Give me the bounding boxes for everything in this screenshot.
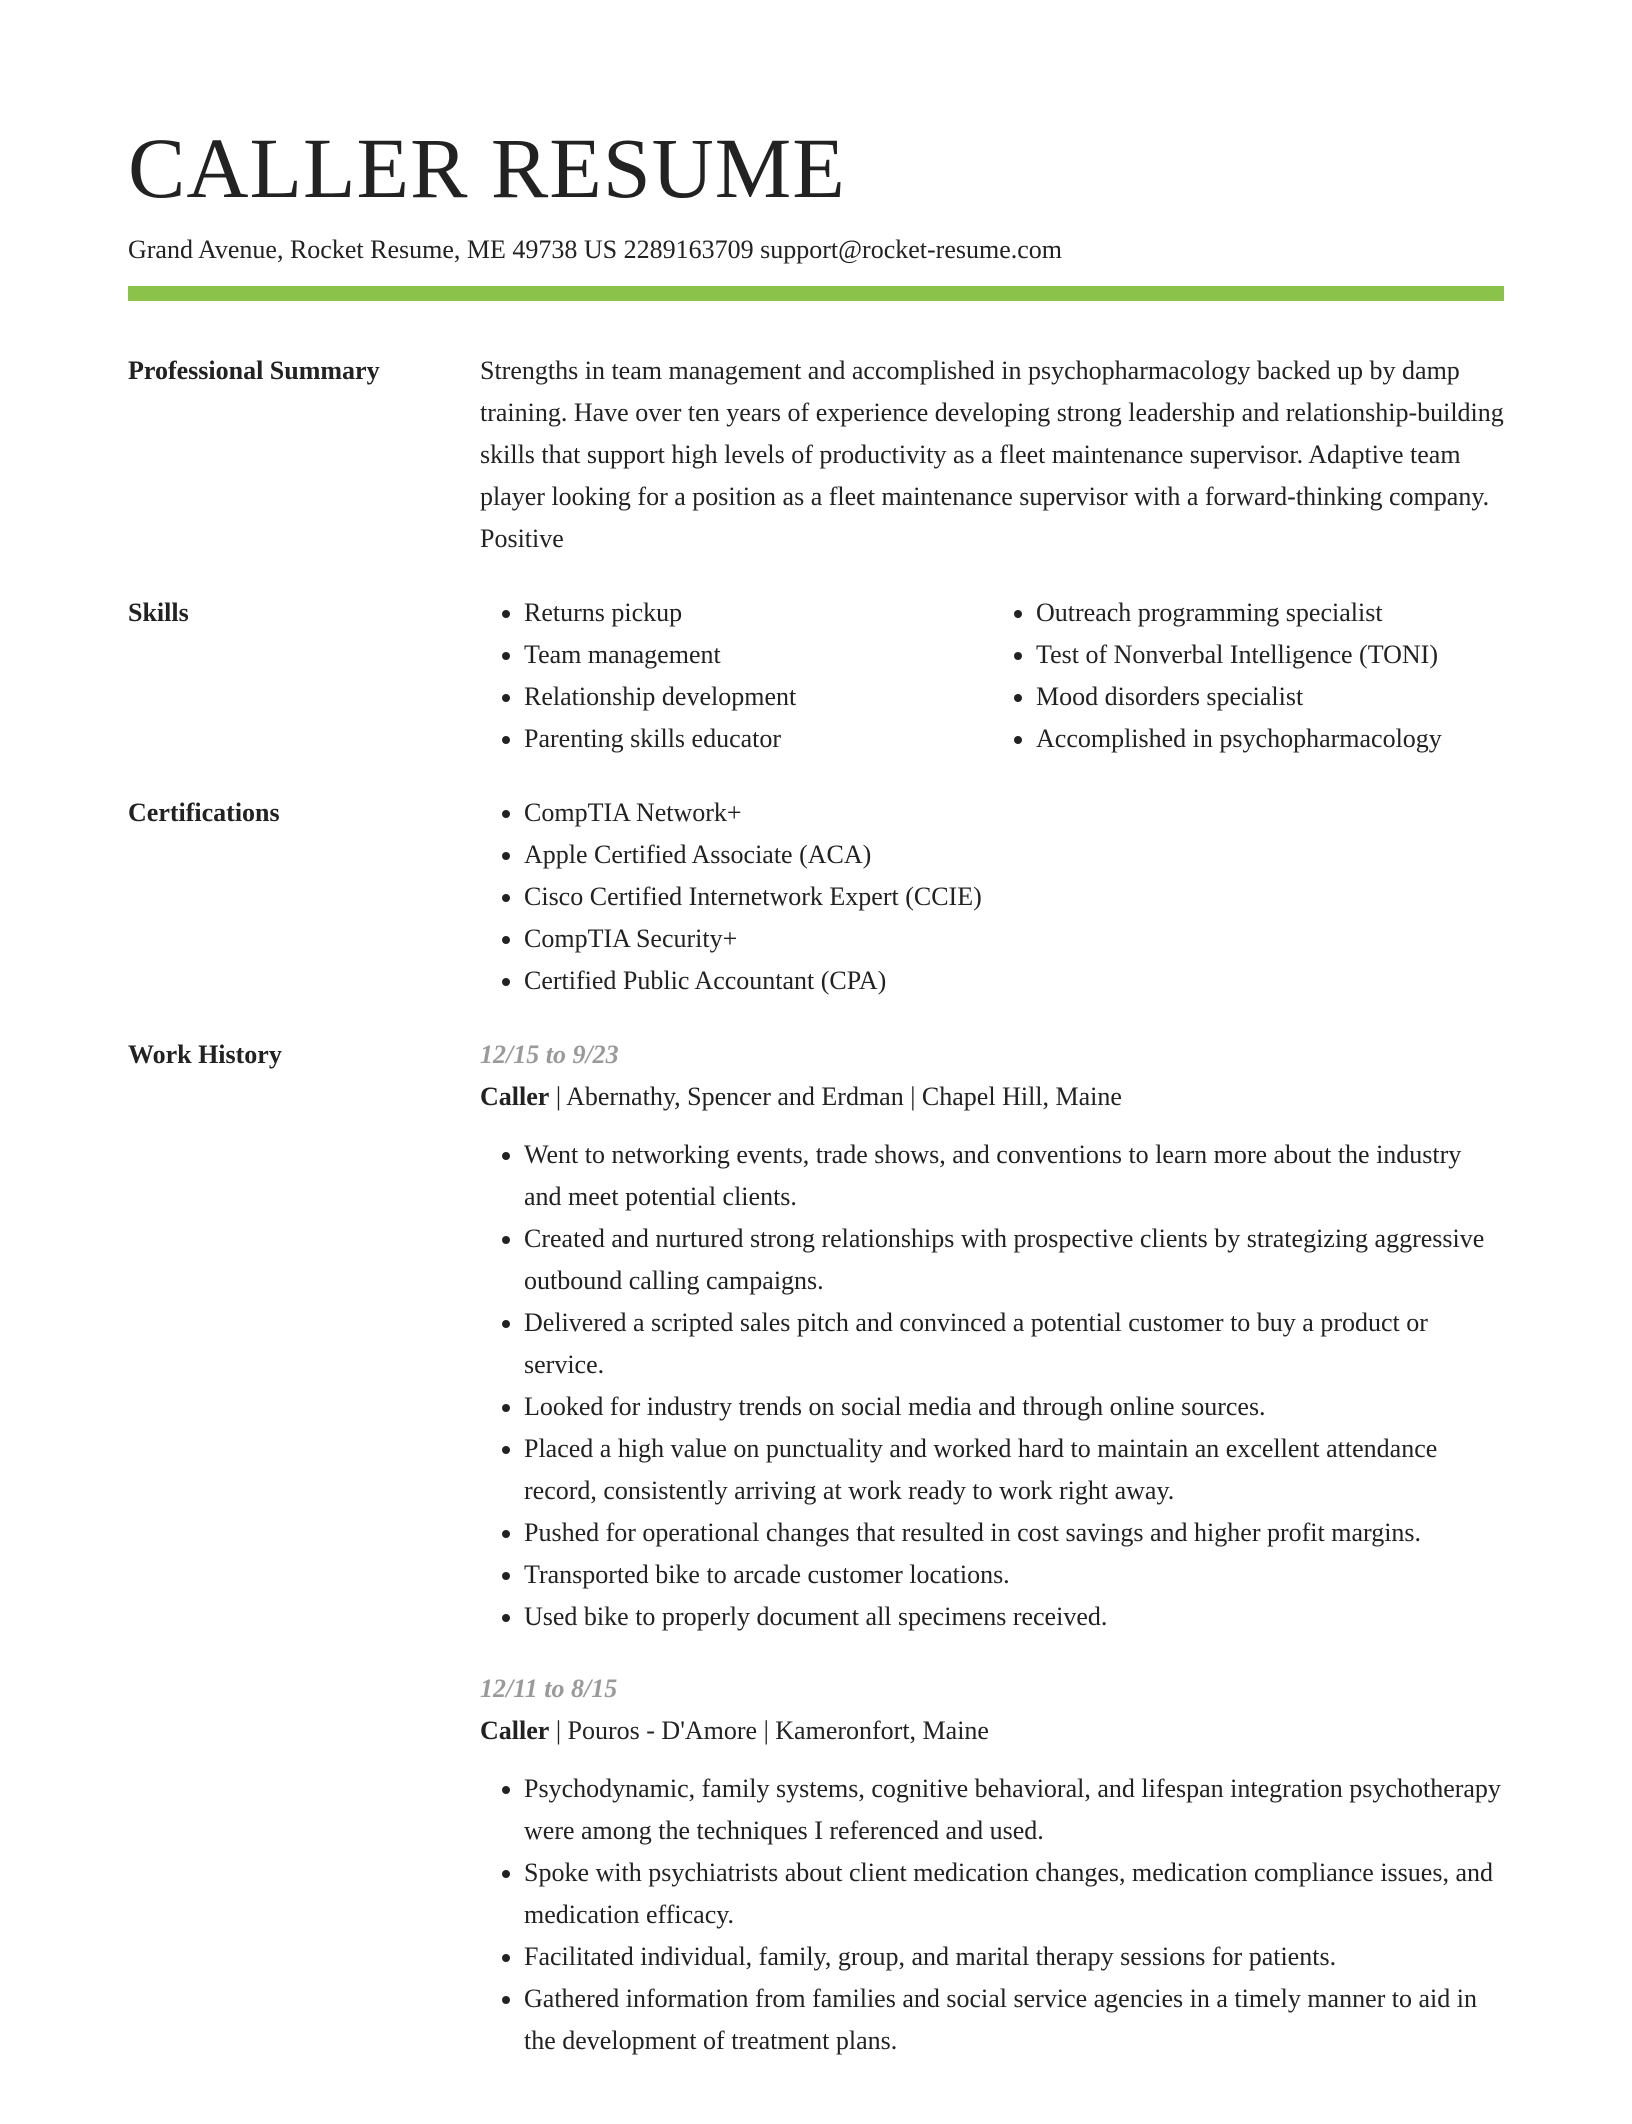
job-bullet: • Spoke with psychiatrists about client medication changes, medication compliance issues, and medication efficacy. <box>524 1852 1504 1936</box>
certification-item: • Cisco Certified Internetwork Expert (CCIE) <box>524 876 1504 918</box>
skills-columns <box>480 592 1504 760</box>
resume-title: CALLER RESUME <box>128 120 846 216</box>
job-bullet: • Delivered a scripted sales pitch and convinced a potential customer to buy a product or service. <box>524 1302 1504 1386</box>
skill-item: • Parenting skills educator <box>524 718 992 760</box>
job-entry <box>480 1668 1504 2062</box>
job-entry <box>480 1034 1504 1638</box>
skill-item: • Team management <box>524 634 992 676</box>
certification-item: • Certified Public Accountant (CPA) <box>524 960 1504 1002</box>
job-bullet: • Used bike to properly document all specimens received. <box>524 1596 1504 1638</box>
job-title-line <box>480 1710 1504 1752</box>
skill-item: • Mood disorders specialist <box>1036 676 1504 718</box>
job-bullet: • Psychodynamic, family systems, cognitive behavioral, and lifespan integration psychotherapy were among the techniques I referenced and used. <box>524 1768 1504 1852</box>
job-details: | Pouros - D'Amore | Kameronfort, Maine <box>549 1716 989 1745</box>
job-bullet: • Transported bike to arcade customer locations. <box>524 1554 1504 1596</box>
skill-item: • Test of Nonverbal Intelligence (TONI) <box>1036 634 1504 676</box>
job-title: Caller <box>480 1082 550 1111</box>
job-bullet: • Placed a high value on punctuality and worked hard to maintain an excellent attendance record, consistently arriving at work ready to work right away. <box>524 1428 1504 1512</box>
contact-line: Grand Avenue, Rocket Resume, ME 49738 US 2289163709 support@rocket-resume.com <box>128 235 1063 264</box>
job-title-line <box>480 1076 1504 1118</box>
section-body <box>480 792 1504 1002</box>
section-skills <box>128 592 1504 760</box>
section-label: Certifications <box>128 798 280 827</box>
job-bullet: • Pushed for operational changes that resulted in cost savings and higher profit margins. <box>524 1512 1504 1554</box>
section-body <box>480 1034 1504 2092</box>
skills-list-left <box>480 592 992 760</box>
skill-item: • Returns pickup <box>524 592 992 634</box>
section-body <box>480 350 1504 560</box>
accent-divider <box>128 286 1504 301</box>
skills-list-right <box>992 592 1504 760</box>
job-bullet: • Looked for industry trends on social media and through online sources. <box>524 1386 1504 1428</box>
certification-item: • CompTIA Network+ <box>524 792 1504 834</box>
certification-item: • Apple Certified Associate (ACA) <box>524 834 1504 876</box>
job-dates: 12/15 to 9/23 <box>480 1040 619 1069</box>
job-bullet: • Facilitated individual, family, group, and marital therapy sessions for patients. <box>524 1936 1504 1978</box>
certification-item: • CompTIA Security+ <box>524 918 1504 960</box>
job-details: | Abernathy, Spencer and Erdman | Chapel Hill, Maine <box>549 1082 1122 1111</box>
job-bullets <box>480 1768 1504 2062</box>
skill-item: • Relationship development <box>524 676 992 718</box>
resume-sections <box>128 350 1504 2124</box>
skill-item: • Accomplished in psychopharmacology <box>1036 718 1504 760</box>
job-bullet: • Gathered information from families and social service agencies in a timely manner to aid in the development of treatment plans. <box>524 1978 1504 2062</box>
summary-text: Strengths in team management and accomplished in psychopharmacology backed up by damp training. Have over ten years of experience developing strong leadership and relationship-building skills that support high levels of productivity as a fleet maintenance supervisor. Adaptive team player looking for a position as a fleet maintenance supervisor with a forward-thinking company. Positive <box>480 356 1504 553</box>
job-bullet: • Went to networking events, trade shows, and conventions to learn more about the industry and meet potential clients. <box>524 1134 1504 1218</box>
job-dates: 12/11 to 8/15 <box>480 1674 618 1703</box>
job-bullets <box>480 1134 1504 1638</box>
section-certifications <box>128 792 1504 1002</box>
job-bullet: • Created and nurtured strong relationships with prospective clients by strategizing aggressive outbound calling campaigns. <box>524 1218 1504 1302</box>
section-label: Skills <box>128 598 189 627</box>
section-label: Professional Summary <box>128 356 380 385</box>
job-title: Caller <box>480 1716 550 1745</box>
section-professional-summary <box>128 350 1504 560</box>
section-work-history <box>128 1034 1504 2092</box>
skill-item: • Outreach programming specialist <box>1036 592 1504 634</box>
certifications-list <box>480 792 1504 1002</box>
section-label: Work History <box>128 1040 282 1069</box>
